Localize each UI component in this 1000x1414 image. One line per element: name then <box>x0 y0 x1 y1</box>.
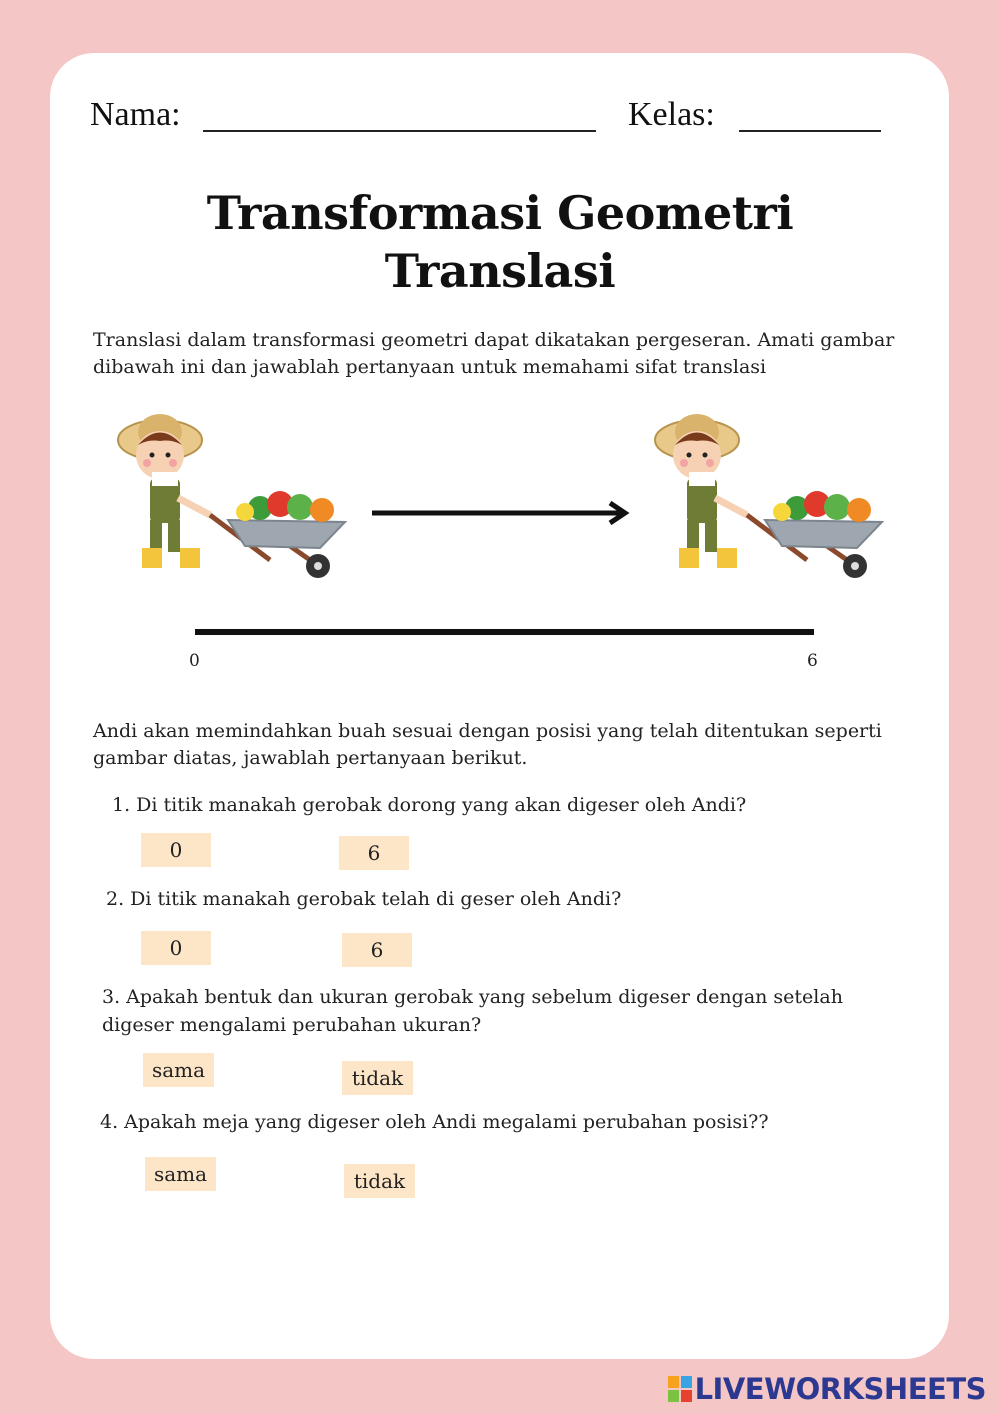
liveworksheets-logo <box>668 1372 986 1406</box>
q4-option-sama[interactable]: sama <box>145 1157 216 1191</box>
nama-label: Nama: <box>90 96 181 133</box>
q1-option-6[interactable]: 6 <box>339 836 409 870</box>
q3-option-tidak[interactable]: tidak <box>342 1061 413 1095</box>
number-line-start-label: 0 <box>189 651 200 671</box>
intro-paragraph: Translasi dalam transformasi geometri dapat dikatakan pergeseran. Amati gambar dibawah ini dan jawablah pertanyaan untuk memahami sifat translasi <box>93 329 895 378</box>
question-4: 4. Apakah meja yang digeser oleh Andi megalami perubahan posisi?? <box>100 1111 769 1133</box>
q3-option-sama[interactable]: sama <box>143 1053 214 1087</box>
kelas-input-line[interactable] <box>739 130 881 132</box>
q4-option-tidak[interactable]: tidak <box>344 1164 415 1198</box>
nama-input-line[interactable] <box>203 130 596 132</box>
instruction-paragraph: Andi akan memindahkan buah sesuai dengan posisi yang telah ditentukan seperti gambar diatas, jawablah pertanyaan berikut. <box>93 720 882 769</box>
farmer-wheelbarrow-after-icon <box>655 414 882 578</box>
q2-option-0[interactable]: 0 <box>141 931 211 965</box>
question-3: 3. Apakah bentuk dan ukuran gerobak yang sebelum digeser dengan setelah digeser mengalami perubahan ukuran? <box>102 986 843 1036</box>
kelas-label: Kelas: <box>628 96 715 133</box>
liveworksheets-logo-text: LIVEWORKSHEETS <box>694 1372 986 1406</box>
translation-illustration <box>0 400 1000 600</box>
question-1: 1. Di titik manakah gerobak dorong yang akan digeser oleh Andi? <box>112 794 747 816</box>
number-line <box>195 629 814 635</box>
farmer-wheelbarrow-before-icon <box>118 414 345 578</box>
number-line-end-label: 6 <box>807 651 818 671</box>
page-subtitle: Translasi <box>384 244 616 298</box>
question-2: 2. Di titik manakah gerobak telah di geser oleh Andi? <box>106 888 622 910</box>
q1-option-0[interactable]: 0 <box>141 833 211 867</box>
liveworksheets-logo-icon <box>668 1376 692 1402</box>
page-title: Transformasi Geometri <box>206 186 794 240</box>
q2-option-6[interactable]: 6 <box>342 933 412 967</box>
